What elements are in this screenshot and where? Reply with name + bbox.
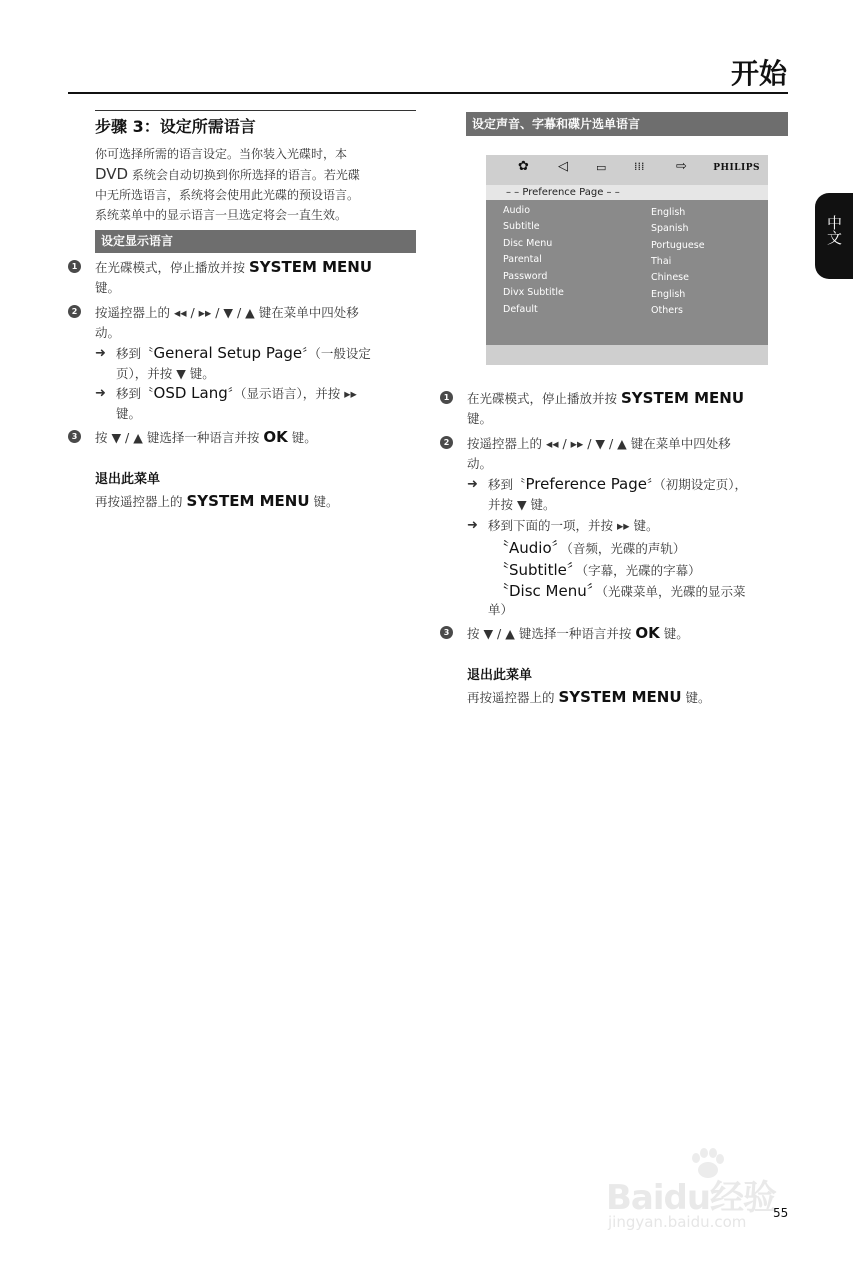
step-2-arrow-2-line2: 键。 <box>116 406 142 421</box>
menu-item-value: Thai <box>651 256 672 267</box>
menu-item-label: Parental <box>503 254 542 265</box>
intro-line: 系统菜单中的显示语言一旦选定将会一直生效。 <box>95 208 348 222</box>
step-text: 按 ▼ / ▲ 键选择一种语言并按 <box>467 626 632 641</box>
arrow-icon: ➜ <box>95 346 106 361</box>
exit-heading: 退出此菜单 <box>467 668 533 683</box>
step-text: 按 ▼ / ▲ 键选择一种语言并按 <box>95 430 260 445</box>
menu-item-value: Portuguese <box>651 240 705 251</box>
intro-line: 中无所选语言，系统将会使用此光碟的预设语言。 <box>95 188 360 202</box>
menu-item-value: Spanish <box>651 223 689 234</box>
section-bar-audio-subtitle-language: 设定声音、字幕和碟片选单语言 <box>466 112 788 136</box>
option-subtitle <box>494 559 701 580</box>
step-2-line2: 动。 <box>467 456 493 471</box>
step-number-1: 1 <box>68 260 81 273</box>
step-number-2: 2 <box>440 436 453 449</box>
option-desc: （光碟菜单，光碟的显示菜 <box>601 584 746 599</box>
language-tab-label: 中文 <box>825 215 843 245</box>
step-text: 在光碟模式，停止播放并按 <box>95 260 246 275</box>
menu-name: Preference Page <box>525 475 648 493</box>
menu-item-label: Password <box>503 271 548 282</box>
menu-item-value: English <box>651 289 686 300</box>
arrow-icon: ➜ <box>95 386 106 401</box>
option-desc: （音频，光碟的声轨） <box>566 541 686 556</box>
menu-item-value: Others <box>651 305 683 316</box>
exit-text <box>95 492 339 510</box>
header-rule <box>68 92 788 94</box>
system-menu-key: SYSTEM MENU <box>249 258 373 276</box>
step-title: 步骤 3：设定所需语言 <box>95 117 256 136</box>
arrow-text: 移到〝 <box>116 346 154 361</box>
ok-key: OK <box>263 428 288 446</box>
language-tab <box>815 193 853 279</box>
option-name: 〝Subtitle〞 <box>494 561 582 579</box>
menu-item-label: Subtitle <box>503 221 540 232</box>
step-2-arrow-1 <box>488 475 747 493</box>
arrow-text: 〞（初期设定页）， <box>647 477 748 492</box>
step-2-arrow-2 <box>116 384 357 402</box>
menu-item-value: Chinese <box>651 272 689 283</box>
philips-logo: PHILIPS <box>713 163 760 173</box>
option-disc-menu <box>494 580 746 601</box>
exit-heading: 退出此菜单 <box>95 472 161 487</box>
menu-item-label: Audio <box>503 205 531 216</box>
ok-key: OK <box>635 624 660 642</box>
step-text: 键。 <box>663 626 689 641</box>
step-3 <box>95 428 317 446</box>
step-2: 按遥控器上的 ◂◂ / ▸▸ / ▼ / ▲ 键在菜单中四处移 <box>467 436 731 451</box>
watermark-brand: Baidu经验 <box>606 1178 777 1218</box>
menu-item-label: Disc Menu <box>503 238 553 249</box>
speaker-icon: ◁ <box>558 159 568 174</box>
intro-line <box>95 164 415 185</box>
step-text: 键。 <box>291 430 317 445</box>
step-number-3: 3 <box>68 430 81 443</box>
exit-text <box>467 688 711 706</box>
step-1-line2: 键。 <box>467 411 493 426</box>
menu-icon-row <box>486 155 768 183</box>
exit-icon: ⇨ <box>676 159 687 174</box>
exit-post: 键。 <box>313 494 339 509</box>
arrow-text: 移到〝 <box>116 386 154 401</box>
step-2-arrow-1 <box>116 344 371 362</box>
option-disc-menu-line2: 单） <box>488 602 514 617</box>
exit-pre: 再按遥控器上的 <box>467 690 555 705</box>
arrow-text: 移到〝 <box>488 477 526 492</box>
preference-menu-screenshot <box>486 155 768 365</box>
option-name: 〝Audio〞 <box>494 539 567 557</box>
step-1-line2: 键。 <box>95 280 121 295</box>
step-1 <box>467 389 744 407</box>
system-menu-key: SYSTEM MENU <box>186 492 310 510</box>
intro-text: 系统会自动切换到你所选择的语言。若光碟 <box>128 168 360 182</box>
menu-header <box>486 185 768 200</box>
menu-name: OSD Lang <box>153 384 228 402</box>
option-audio <box>494 537 685 558</box>
system-menu-key: SYSTEM MENU <box>621 389 745 407</box>
system-menu-key: SYSTEM MENU <box>558 688 682 706</box>
step-1 <box>95 258 372 276</box>
subtitle-icon: ▭ <box>596 161 607 174</box>
arrow-text: 〞（一般设定 <box>302 346 371 361</box>
exit-post: 键。 <box>685 690 711 705</box>
menu-header-label: – – Preference Page – – <box>506 187 620 198</box>
step-2: 按遥控器上的 ◂◂ / ▸▸ / ▼ / ▲ 键在菜单中四处移 <box>95 305 359 320</box>
intro-dvd: DVD <box>95 165 129 183</box>
step-2-arrow-1-line2: 并按 ▼ 键。 <box>488 497 556 512</box>
page-number: 55 <box>773 1206 789 1220</box>
arrow-text: 〞（显示语言），并按 ▸▸ <box>227 386 357 401</box>
option-desc: （字幕，光碟的字幕） <box>581 563 701 578</box>
section-bar-display-language: 设定显示语言 <box>95 230 416 253</box>
page-title: 开始 <box>730 57 787 90</box>
menu-panel <box>486 200 768 345</box>
step-number-3: 3 <box>440 626 453 639</box>
step-number-2: 2 <box>68 305 81 318</box>
intro-line: 你可选择所需的语言设定。当你装入光碟时，本 <box>95 147 348 161</box>
intro-paragraph <box>95 144 415 225</box>
menu-item-label: Default <box>503 304 538 315</box>
step-2-arrow-2: 移到下面的一项，并按 ▸▸ 键。 <box>488 518 659 533</box>
arrow-icon: ➜ <box>467 477 478 492</box>
step-2-line2: 动。 <box>95 325 121 340</box>
step-text: 在光碟模式，停止播放并按 <box>467 391 618 406</box>
exit-pre: 再按遥控器上的 <box>95 494 183 509</box>
step-3 <box>467 624 689 642</box>
arrow-icon: ➜ <box>467 518 478 533</box>
step-2-arrow-1-line2: 页），并按 ▼ 键。 <box>116 366 215 381</box>
watermark-url: jingyan.baidu.com <box>608 1213 747 1231</box>
step-rule <box>95 110 416 111</box>
menu-item-value: English <box>651 207 686 218</box>
dots-icon: ⁞⁞⁞ <box>634 160 645 173</box>
step-number-1: 1 <box>440 391 453 404</box>
gear-icon: ✿ <box>518 159 529 174</box>
menu-name: General Setup Page <box>153 344 303 362</box>
menu-item-label: Divx Subtitle <box>503 287 564 298</box>
option-name: 〝Disc Menu〞 <box>494 582 602 600</box>
